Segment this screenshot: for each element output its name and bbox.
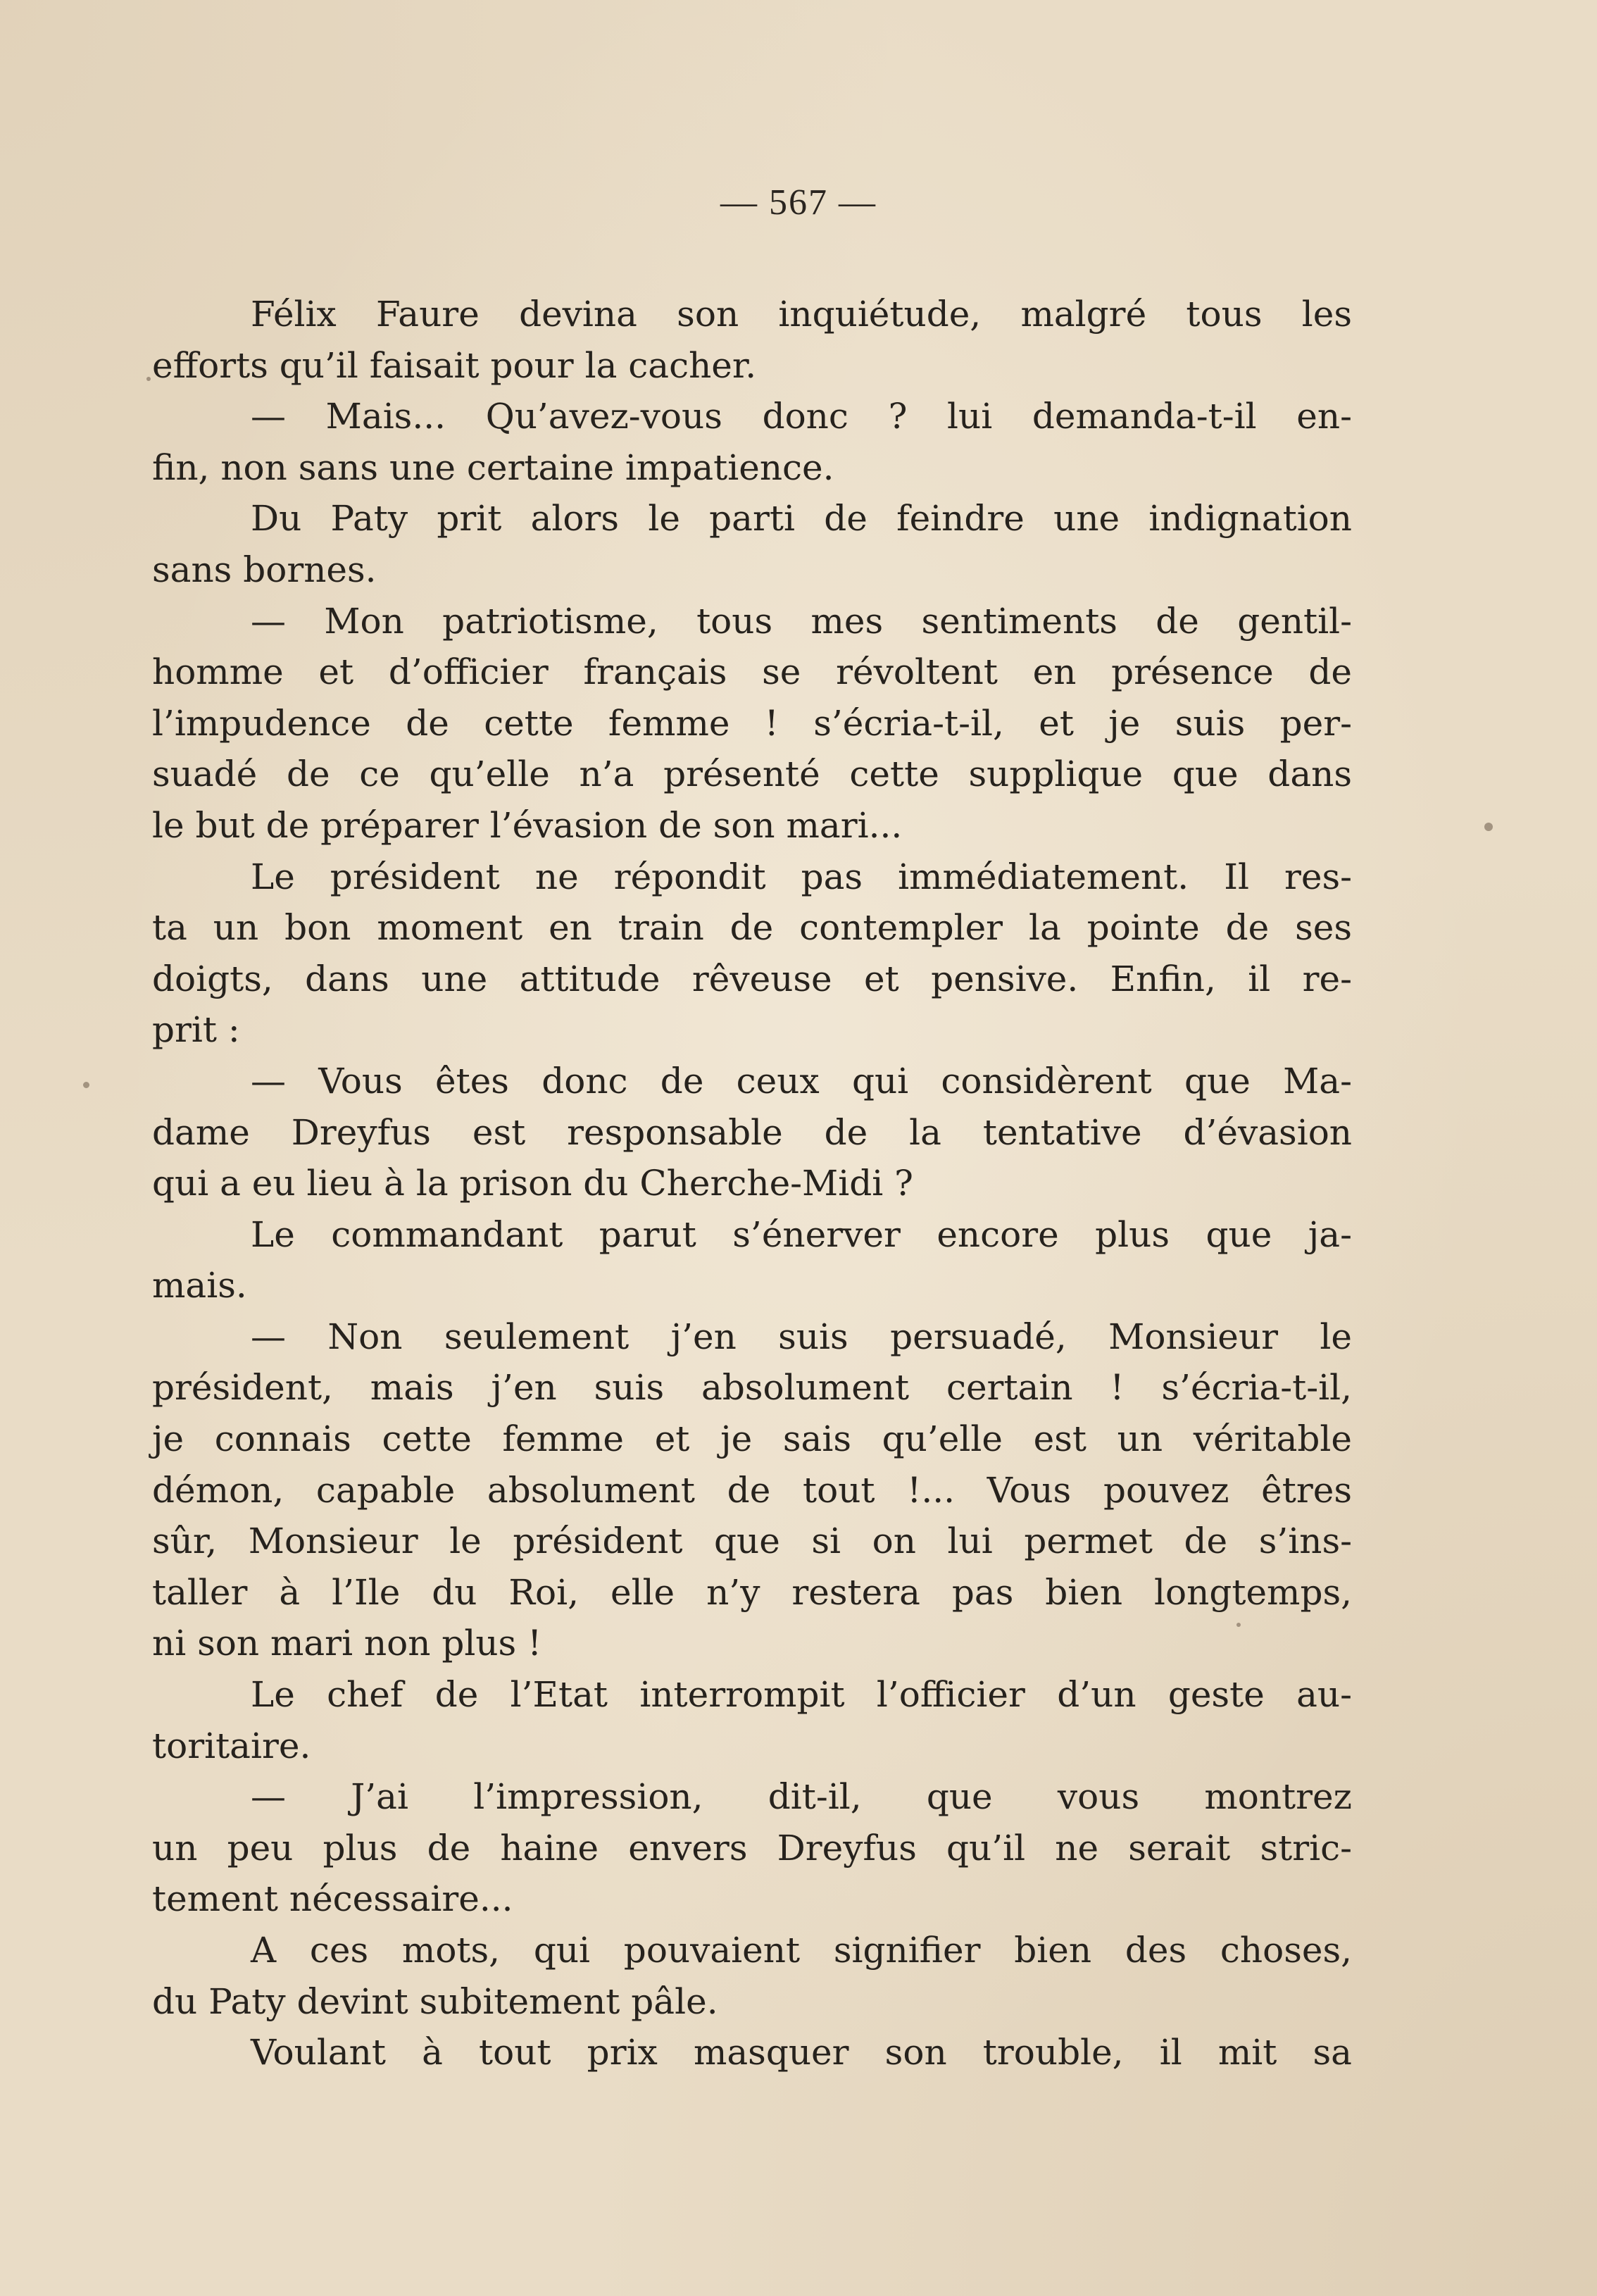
page-number: — 567 — bbox=[720, 182, 877, 223]
text-line: tement nécessaire... bbox=[152, 1878, 513, 1920]
text-line: Le président ne répondit pas immédiatement. Il res- bbox=[251, 856, 1352, 897]
text-line: un peu plus de haine envers Dreyfus qu’il ne serait stric- bbox=[152, 1827, 1352, 1868]
text-line: toritaire. bbox=[152, 1725, 311, 1766]
text-line: Félix Faure devina son inquiétude, malgré tous les bbox=[251, 294, 1352, 335]
text-line: du Paty devint subitement pâle. bbox=[152, 1980, 718, 2022]
text-line: sans bornes. bbox=[152, 549, 377, 590]
text-line: — Mon patriotisme, tous mes sentiments de gentil- bbox=[251, 600, 1352, 642]
text-line: taller à l’Ile du Roi, elle n’y restera pas bien longtemps, bbox=[152, 1571, 1352, 1613]
text-line: sûr, Monsieur le président que si on lui permet de s’ins- bbox=[152, 1521, 1352, 1562]
text-line: homme et d’officier français se révoltent en présence de bbox=[152, 651, 1352, 693]
text-line: prit : bbox=[152, 1009, 240, 1051]
text-line: l’impudence de cette femme ! s’écria-t-il, et je suis per- bbox=[152, 702, 1352, 744]
text-line: Du Paty prit alors le parti de feindre une indignation bbox=[251, 498, 1352, 539]
paper-speck bbox=[1484, 823, 1493, 831]
text-line: — Non seulement j’en suis persuadé, Monsieur le bbox=[251, 1316, 1352, 1357]
paper-speck bbox=[1236, 1623, 1241, 1627]
text-line: ta un bon moment en train de contempler la pointe de ses bbox=[152, 907, 1352, 949]
text-line: efforts qu’il faisait pour la cacher. bbox=[152, 344, 757, 386]
text-line: fin, non sans une certaine impatience. bbox=[152, 447, 834, 488]
text-line: dame Dreyfus est responsable de la tentative d’évasion bbox=[152, 1111, 1352, 1153]
text-line: Le chef de l’Etat interrompit l’officier d’un geste au- bbox=[251, 1674, 1352, 1716]
text-line: A ces mots, qui pouvaient signifier bien des choses, bbox=[251, 1930, 1352, 1971]
paper-speck bbox=[146, 377, 151, 381]
text-line: qui a eu lieu à la prison du Cherche-Midi ? bbox=[152, 1163, 913, 1204]
text-line: — Mais... Qu’avez-vous donc ? lui demanda-t-il en- bbox=[251, 396, 1352, 437]
body-text bbox=[152, 289, 1352, 2078]
text-line: Le commandant parut s’énerver encore plus que ja- bbox=[251, 1213, 1352, 1255]
text-line: — Vous êtes donc de ceux qui considèrent que Ma- bbox=[251, 1060, 1352, 1102]
text-line: je connais cette femme et je sais qu’elle est un véritable bbox=[152, 1418, 1352, 1460]
text-line: doigts, dans une attitude rêveuse et pensive. Enfin, il re- bbox=[152, 958, 1352, 999]
text-line: — J’ai l’impression, dit-il, que vous montrez bbox=[251, 1776, 1352, 1818]
text-line: président, mais j’en suis absolument certain ! s’écria-t-il, bbox=[152, 1367, 1352, 1409]
text-line: mais. bbox=[152, 1265, 247, 1306]
paper-speck bbox=[83, 1082, 89, 1088]
text-line: Voulant à tout prix masquer son trouble, il mit sa bbox=[251, 2032, 1352, 2073]
text-line: le but de préparer l’évasion de son mari... bbox=[152, 804, 903, 846]
text-line: démon, capable absolument de tout !... Vous pouvez êtres bbox=[152, 1469, 1352, 1511]
text-line: suadé de ce qu’elle n’a présenté cette supplique que dans bbox=[152, 754, 1352, 795]
text-line: ni son mari non plus ! bbox=[152, 1623, 542, 1664]
